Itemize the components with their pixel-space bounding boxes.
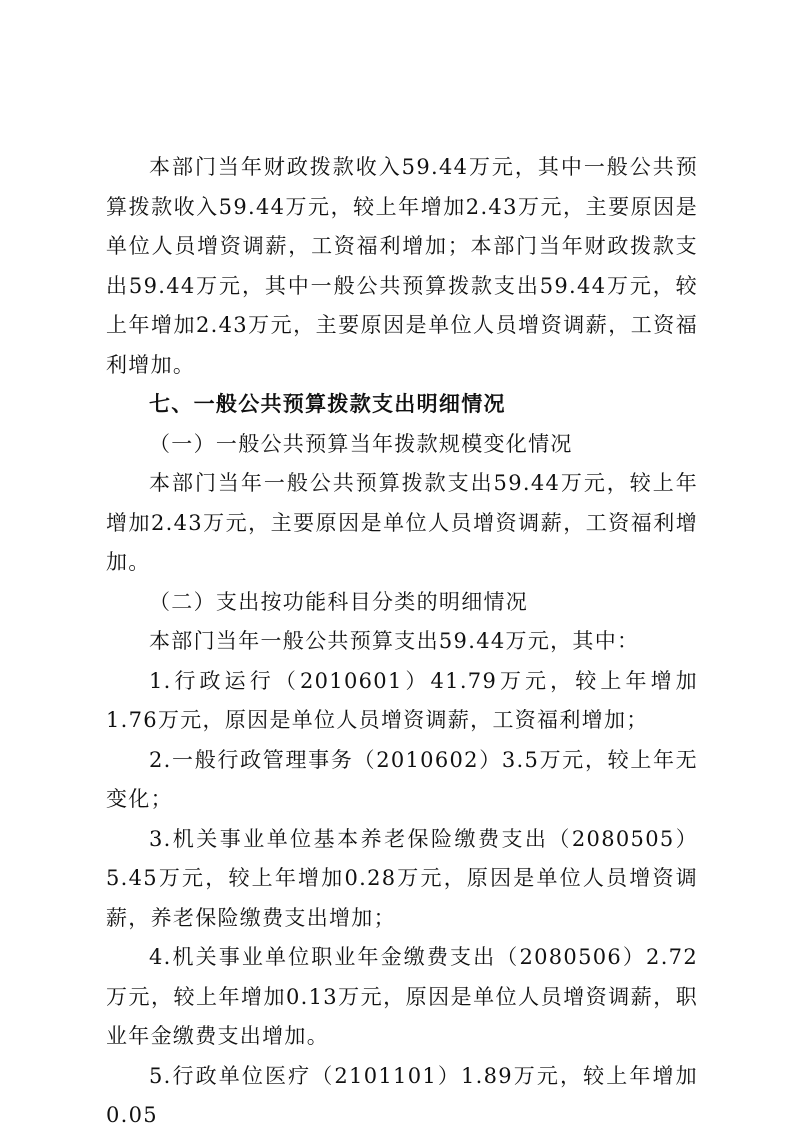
list-item-5: 5.行政单位医疗（2101101）1.89万元，较上年增加0.05 — [106, 1063, 698, 1127]
list-item-3: 3.机关事业单位基本养老保险缴费支出（2080505）5.45万元，较上年增加0.28万元，原因是单位人员增资调薪，养老保险缴费支出增加； — [106, 826, 698, 930]
paragraph-budget-change: 本部门当年一般公共预算拨款支出59.44万元，较上年增加2.43万元，主要原因是单位人员增资调薪，工资福利增加。 — [106, 471, 698, 574]
paragraph-budget-total: 本部门当年一般公共预算支出59.44万元，其中： — [149, 629, 640, 653]
list-item-1: 1.行政运行（2010601）41.79万元，较上年增加1.76万元，原因是单位人员增资调薪，工资福利增加； — [106, 668, 698, 732]
list-item-2: 2.一般行政管理事务（2010602）3.5万元，较上年无变化； — [106, 747, 698, 811]
section-heading-7: 七、一般公共预算拨款支出明细情况 — [149, 392, 506, 416]
subsection-heading-1: （一）一般公共预算当年拨款规模变化情况 — [149, 431, 573, 456]
paragraph-fiscal-income: 本部门当年财政拨款收入59.44万元，其中一般公共预算拨款收入59.44万元，较上年增加2.43万元，主要原因是单位人员增资调薪，工资福利增加；本部门当年财政拨款支出59.44万元，其中一般公共预算拨款支出59.44万元，较上年增加2.43万元，主要原因是单位人员增资调薪，工资福利增加。 — [106, 155, 698, 377]
subsection-heading-2: （二）支出按功能科目分类的明细情况 — [149, 589, 529, 614]
document-body — [106, 148, 698, 1136]
list-item-4: 4.机关事业单位职业年金缴费支出（2080506）2.72万元，较上年增加0.13万元，原因是单位人员增资调薪，职业年金缴费支出增加。 — [106, 945, 698, 1048]
